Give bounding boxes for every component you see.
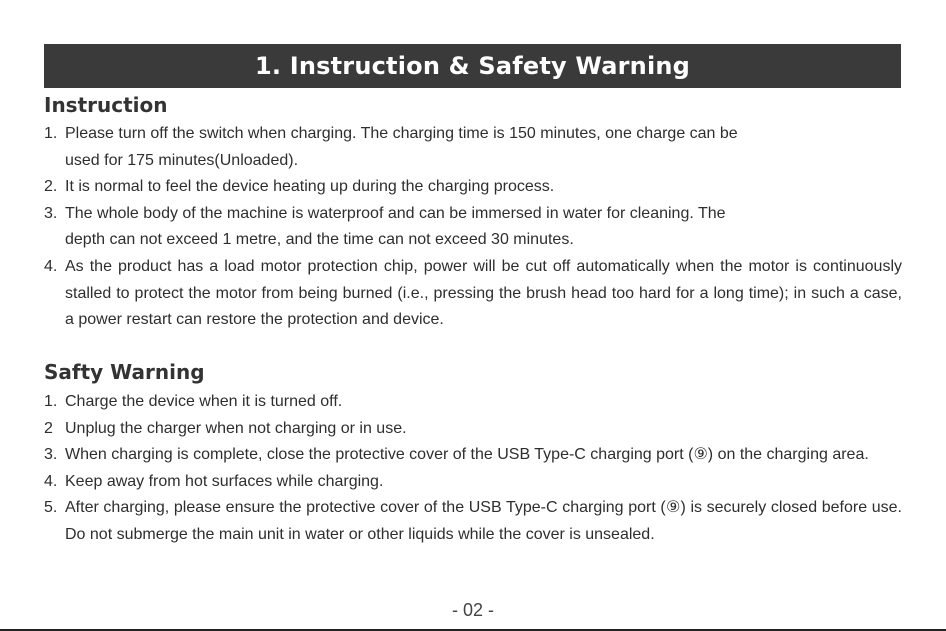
- item-text: Charge the device when it is turned off.: [65, 393, 343, 410]
- item-text: Please turn off the switch when charging. The charging time is 150 minutes, one charge can be: [65, 125, 738, 142]
- safety-item-4: [44, 469, 902, 496]
- instruction-item-1: [44, 121, 902, 174]
- item-number: 1.: [44, 125, 58, 142]
- item-text: Keep away from hot surfaces while charging.: [65, 472, 384, 490]
- safety-warning-list: [44, 389, 902, 549]
- item-text-continued: used for 175 minutes(Unloaded).: [65, 151, 299, 169]
- item-number: 2: [44, 419, 53, 437]
- item-number: 4.: [44, 472, 58, 490]
- item-number: 5.: [44, 499, 58, 517]
- item-number: 4.: [44, 257, 58, 275]
- instruction-heading: Instruction: [44, 93, 168, 117]
- item-text-continued: depth can not exceed 1 metre, and the time can not exceed 30 minutes.: [65, 231, 574, 249]
- instruction-item-2: [44, 174, 902, 201]
- section-title: 1. Instruction & Safety Warning: [254, 52, 691, 80]
- item-text: Unplug the charger when not charging or in use.: [65, 419, 407, 437]
- item-number: 1.: [44, 393, 58, 410]
- item-number: 3.: [44, 446, 58, 464]
- instruction-list: [44, 121, 902, 334]
- page-number: - 02 -: [451, 600, 494, 620]
- safety-item-3: [44, 442, 902, 469]
- item-text: After charging, please ensure the protective cover of the USB Type-C charging port (⑨) is securely closed before use. Do not submerge the main unit in water or other liquids while the cover is unsealed.: [65, 499, 902, 543]
- safety-warning-heading: Safty Warning: [44, 360, 205, 384]
- item-text: It is normal to feel the device heating up during the charging process.: [65, 178, 555, 196]
- instruction-item-3: [44, 201, 902, 254]
- item-number: 3.: [44, 204, 58, 222]
- item-text: When charging is complete, close the protective cover of the USB Type-C charging port (⑨) on the charging area.: [65, 446, 869, 464]
- item-text: As the product has a load motor protection chip, power will be cut off automatically when the motor is continuously stalled to protect the motor from being burned (i.e., pressing the brush head too hard for a long time); in such a case, a power restart can restore the protection and device.: [65, 257, 902, 329]
- item-text: The whole body of the machine is waterproof and can be immersed in water for cleaning. The: [65, 204, 726, 222]
- safety-item-5: [44, 495, 902, 548]
- item-number: 2.: [44, 178, 58, 196]
- safety-item-2: [44, 416, 902, 443]
- safety-item-1: [44, 389, 902, 416]
- instruction-item-4: [44, 254, 902, 334]
- section-title-banner: [44, 44, 901, 88]
